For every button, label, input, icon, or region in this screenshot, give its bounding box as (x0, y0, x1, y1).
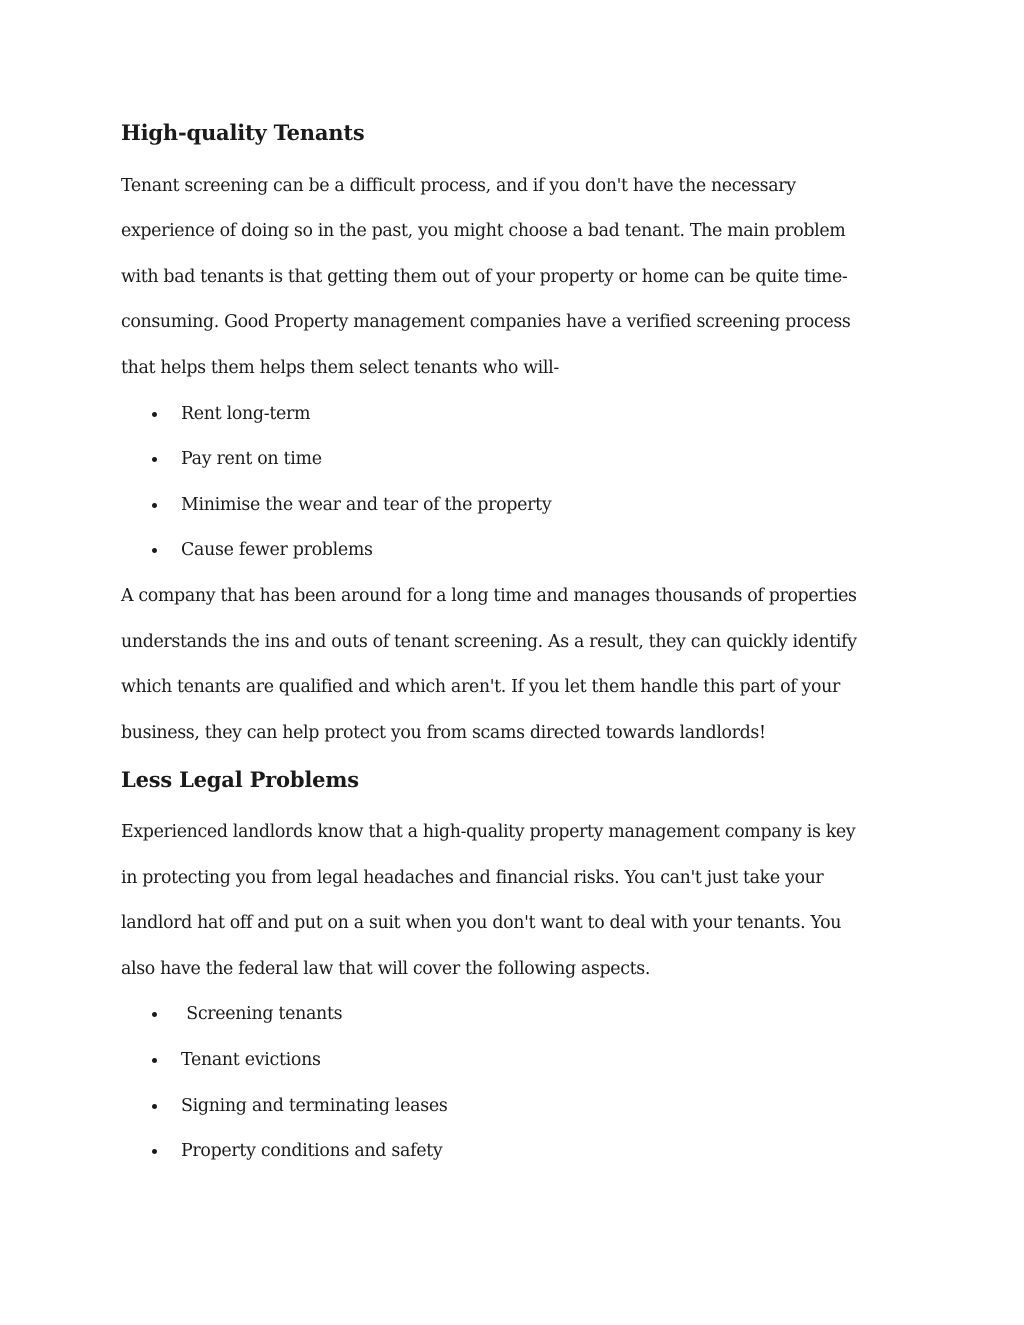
paragraph-line: A company that has been around for a long time and manages thousands of properties (121, 586, 857, 606)
bullet-icon (152, 1012, 157, 1017)
bullet-icon (152, 457, 157, 462)
paragraph-line: with bad tenants is that getting them out of your property or home can be quite time- (121, 267, 848, 287)
paragraph-line: business, they can help protect you from scams directed towards landlords! (121, 723, 766, 743)
section-heading-high-quality-tenants: High-quality Tenants (121, 120, 365, 145)
section-heading-less-legal-problems: Less Legal Problems (121, 767, 359, 792)
paragraph-line: Tenant screening can be a difficult process, and if you don't have the necessary (121, 176, 796, 196)
list-item-text: Minimise the wear and tear of the property (181, 495, 552, 515)
list-item-text: Tenant evictions (181, 1050, 321, 1070)
list-item-text: Signing and terminating leases (181, 1096, 448, 1116)
bullet-icon (152, 1058, 157, 1063)
bullet-icon (152, 1149, 157, 1154)
list-item-text: Screening tenants (181, 1004, 343, 1024)
paragraph-line: landlord hat off and put on a suit when you don't want to deal with your tenants. You (121, 913, 842, 933)
paragraph-line: also have the federal law that will cover the following aspects. (121, 959, 650, 979)
list-item-text: Rent long-term (181, 404, 311, 424)
list-item-text: Cause fewer problems (181, 540, 373, 560)
paragraph-line: in protecting you from legal headaches and financial risks. You can't just take your (121, 868, 824, 888)
list-item-text: Pay rent on time (181, 449, 322, 469)
paragraph-line: consuming. Good Property management companies have a verified screening process (121, 312, 851, 332)
paragraph-line: understands the ins and outs of tenant screening. As a result, they can quickly identify (121, 632, 857, 652)
paragraph-line: experience of doing so in the past, you might choose a bad tenant. The main problem (121, 221, 846, 241)
list-item-text: Property conditions and safety (181, 1141, 443, 1161)
paragraph-line: Experienced landlords know that a high-quality property management company is key (121, 822, 856, 842)
bullet-icon (152, 548, 157, 553)
bullet-icon (152, 503, 157, 508)
bullet-icon (152, 412, 157, 417)
bullet-icon (152, 1104, 157, 1109)
paragraph-line: which tenants are qualified and which aren't. If you let them handle this part of your (121, 677, 840, 697)
paragraph-line: that helps them helps them select tenants who will- (121, 358, 559, 378)
